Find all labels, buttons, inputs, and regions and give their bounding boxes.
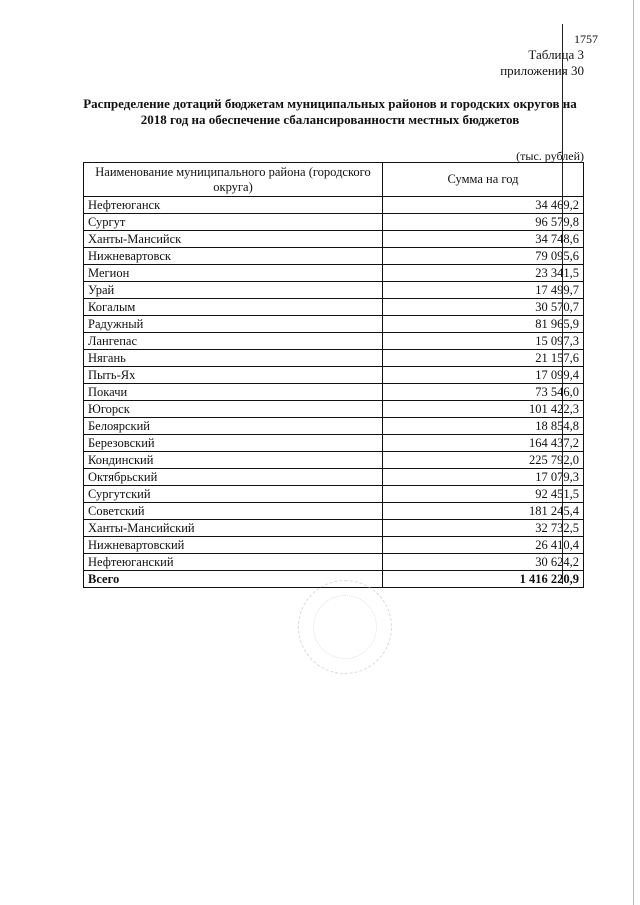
row-sum: 17 499,7 <box>383 282 584 299</box>
caption-appendix-label: приложения 30 <box>500 63 584 78</box>
row-sum: 96 579,8 <box>383 214 584 231</box>
scan-edge-line <box>633 0 634 905</box>
row-name: Березовский <box>84 435 383 452</box>
table-row <box>84 486 584 503</box>
table-row <box>84 554 584 571</box>
table-row <box>84 520 584 537</box>
units-label: (тыс. рублей) <box>516 149 584 163</box>
row-sum: 164 437,2 <box>383 435 584 452</box>
table-row <box>84 299 584 316</box>
subsidy-table <box>83 162 584 588</box>
row-sum: 30 570,7 <box>383 299 584 316</box>
table-row <box>84 503 584 520</box>
row-name: Югорск <box>84 401 383 418</box>
page-number: 1757 <box>574 32 598 46</box>
table-row <box>84 384 584 401</box>
table-row <box>84 350 584 367</box>
table-row <box>84 452 584 469</box>
table-row <box>84 197 584 214</box>
row-sum: 34 748,6 <box>383 231 584 248</box>
table-row <box>84 367 584 384</box>
row-name: Белоярский <box>84 418 383 435</box>
table-row <box>84 248 584 265</box>
header-sum: Сумма на год <box>383 163 584 197</box>
table-row <box>84 401 584 418</box>
stamp-seal <box>298 580 392 674</box>
row-sum: 79 095,6 <box>383 248 584 265</box>
row-name: Нижневартовский <box>84 537 383 554</box>
row-name: Урай <box>84 282 383 299</box>
row-sum: 32 732,5 <box>383 520 584 537</box>
document-title: Распределение дотаций бюджетам муниципальных районов и городских округов на 2018 год на обеспечение сбалансированности местных бюджетов <box>83 96 577 127</box>
row-name: Ханты-Мансийский <box>84 520 383 537</box>
row-sum: 92 451,5 <box>383 486 584 503</box>
stamp-inner-ring <box>313 595 377 659</box>
row-sum: 225 792,0 <box>383 452 584 469</box>
row-name: Радужный <box>84 316 383 333</box>
row-sum: 81 965,9 <box>383 316 584 333</box>
header-name: Наименование муниципального района (городского округа) <box>84 163 383 197</box>
row-name: Нягань <box>84 350 383 367</box>
row-sum: 181 245,4 <box>383 503 584 520</box>
row-name: Пыть-Ях <box>84 367 383 384</box>
table-row <box>84 469 584 486</box>
row-sum: 26 410,4 <box>383 537 584 554</box>
table-caption <box>500 47 584 79</box>
row-sum: 73 546,0 <box>383 384 584 401</box>
total-sum: 1 416 220,9 <box>383 571 584 588</box>
row-name: Октябрьский <box>84 469 383 486</box>
row-name: Кондинский <box>84 452 383 469</box>
table-body <box>84 197 584 588</box>
table-row <box>84 214 584 231</box>
row-name: Покачи <box>84 384 383 401</box>
row-name: Советский <box>84 503 383 520</box>
table-row <box>84 435 584 452</box>
row-name: Сургутский <box>84 486 383 503</box>
row-name: Когалым <box>84 299 383 316</box>
caption-table-label: Таблица 3 <box>528 47 584 62</box>
row-name: Ханты-Мансийск <box>84 231 383 248</box>
table-row <box>84 418 584 435</box>
row-sum: 17 099,4 <box>383 367 584 384</box>
row-sum: 17 079,3 <box>383 469 584 486</box>
row-sum: 15 097,3 <box>383 333 584 350</box>
row-name: Нефтеюганск <box>84 197 383 214</box>
table-row <box>84 316 584 333</box>
row-name: Мегион <box>84 265 383 282</box>
row-name: Лангепас <box>84 333 383 350</box>
row-sum: 21 157,6 <box>383 350 584 367</box>
row-sum: 101 422,3 <box>383 401 584 418</box>
row-sum: 23 341,5 <box>383 265 584 282</box>
row-sum: 30 624,2 <box>383 554 584 571</box>
table-row <box>84 231 584 248</box>
table-header-row <box>84 163 584 197</box>
table-row <box>84 282 584 299</box>
row-sum: 34 469,2 <box>383 197 584 214</box>
row-name: Нижневартовск <box>84 248 383 265</box>
row-name: Нефтеюганский <box>84 554 383 571</box>
row-sum: 18 854,8 <box>383 418 584 435</box>
total-label: Всего <box>84 571 383 588</box>
table-row <box>84 333 584 350</box>
table-row <box>84 537 584 554</box>
row-name: Сургут <box>84 214 383 231</box>
table-row <box>84 265 584 282</box>
